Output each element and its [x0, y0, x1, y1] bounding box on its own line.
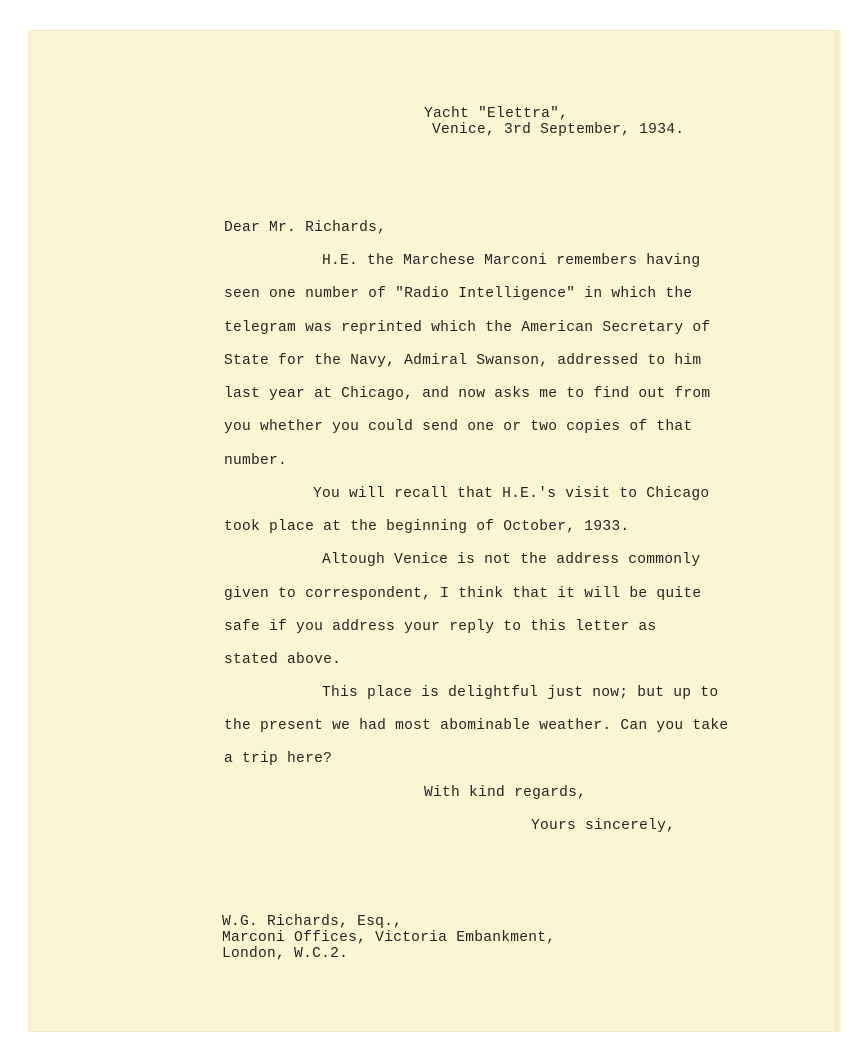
recipient-address: Marconi Offices, Victoria Embankment, [222, 930, 556, 946]
paper-edge-shadow [835, 30, 841, 1032]
body-line: Altough Venice is not the address commonly [322, 552, 701, 568]
body-line: the present we had most abominable weather. Can you take [224, 718, 729, 734]
body-line: you whether you could send one or two copies of that [224, 419, 693, 435]
body-line: This place is delightful just now; but up to [322, 685, 719, 701]
signoff: Yours sincerely, [531, 818, 676, 834]
recipient-name: W.G. Richards, Esq., [222, 914, 403, 930]
salutation: Dear Mr. Richards, [224, 220, 387, 236]
body-line: safe if you address your reply to this letter as [224, 619, 657, 635]
closing: With kind regards, [424, 785, 587, 801]
body-line: H.E. the Marchese Marconi remembers having [322, 253, 701, 269]
body-line: a trip here? [224, 751, 333, 767]
body-line: number. [224, 453, 288, 469]
body-line: stated above. [224, 652, 342, 668]
body-line: telegram was reprinted which the American Secretary of [224, 320, 711, 336]
body-line: given to correspondent, I think that it will be quite [224, 586, 702, 602]
body-line: State for the Navy, Admiral Swanson, addressed to him [224, 353, 702, 369]
body-line: last year at Chicago, and now asks me to find out from [224, 386, 711, 402]
recipient-city: London, W.C.2. [222, 946, 349, 962]
heading-date: Venice, 3rd September, 1934. [432, 122, 685, 138]
body-line: seen one number of "Radio Intelligence" in which the [224, 286, 693, 302]
body-line: took place at the beginning of October, 1933. [224, 519, 630, 535]
heading-place: Yacht "Elettra", [424, 106, 569, 122]
body-line: You will recall that H.E.'s visit to Chicago [313, 486, 710, 502]
